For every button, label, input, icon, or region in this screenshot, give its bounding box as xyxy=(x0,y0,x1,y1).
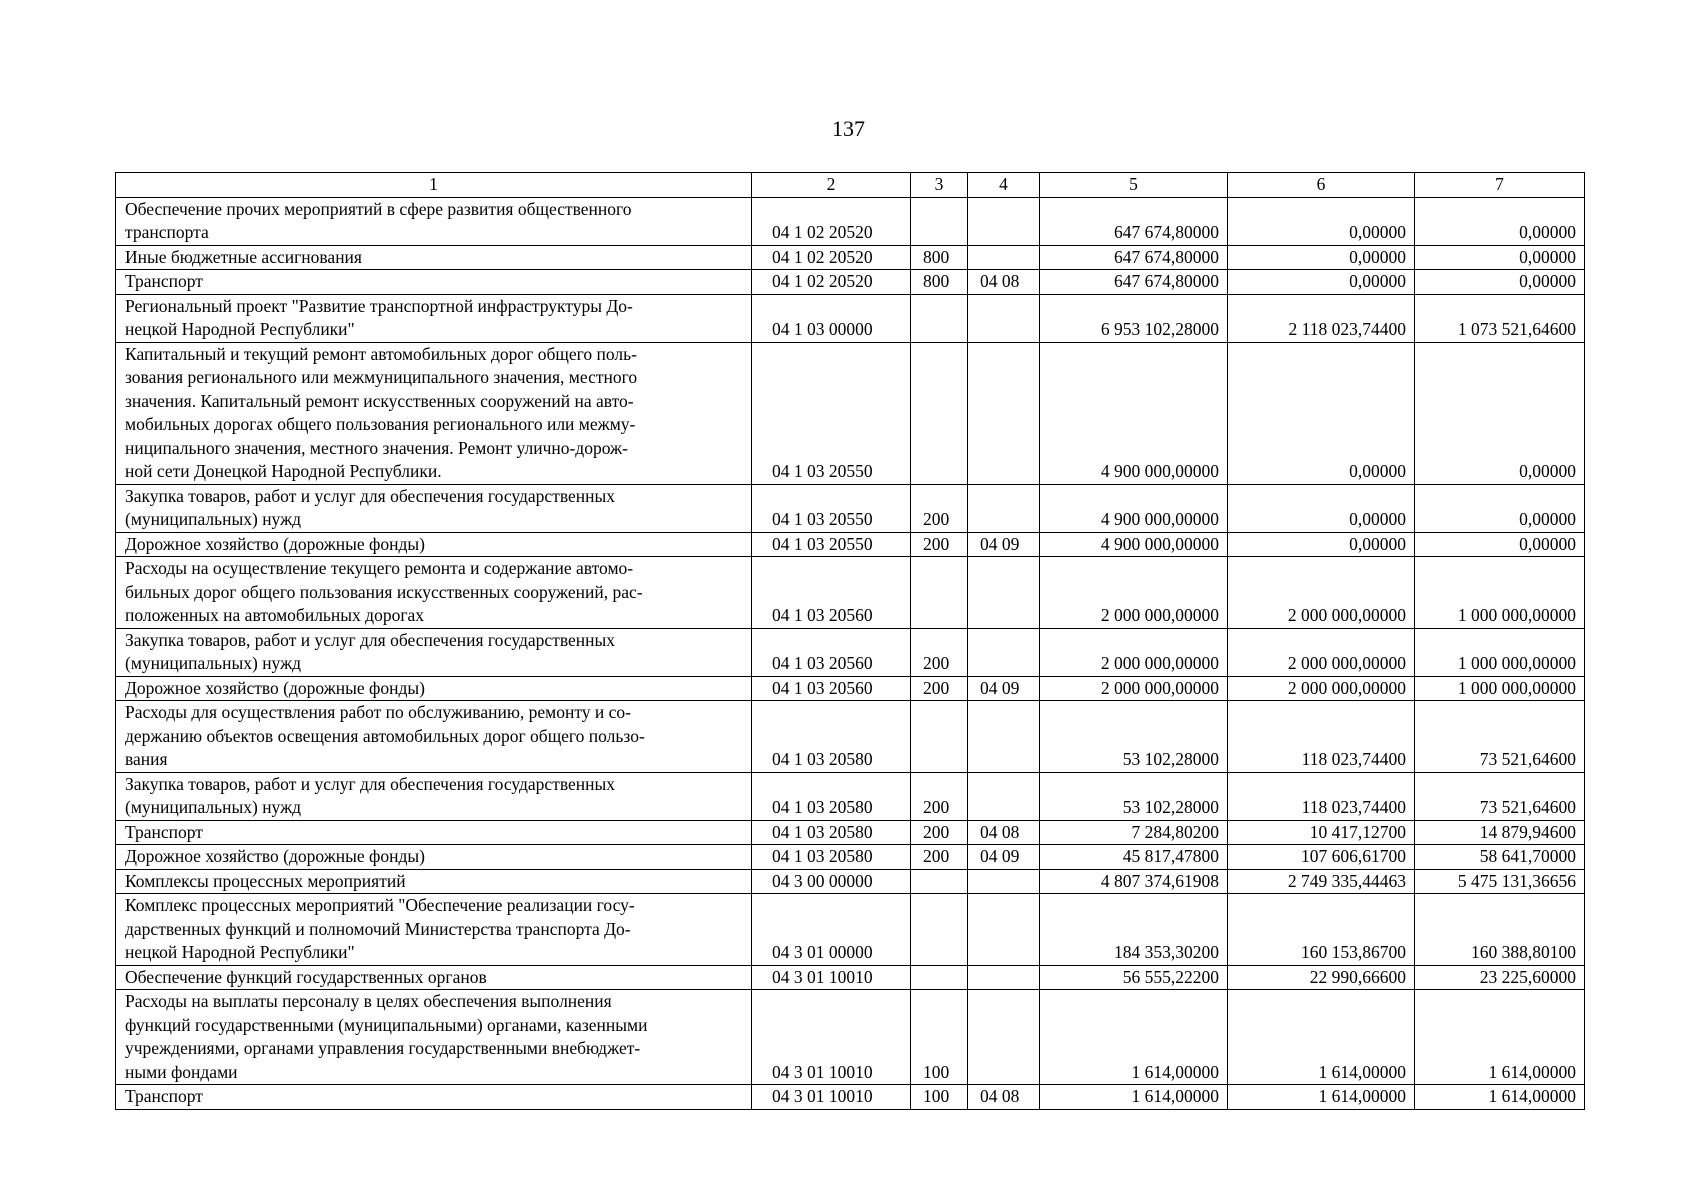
table-row xyxy=(116,869,1585,894)
row-vr-cell xyxy=(911,294,968,342)
row-vr-cell xyxy=(911,701,968,773)
row-name-line: ной сети Донецкой Народной Республики. xyxy=(125,461,442,481)
row-value-6-cell: 2 000 000,00000 xyxy=(1228,557,1415,629)
table-row xyxy=(116,197,1585,245)
row-name-line: Расходы для осуществления работ по обслуживанию, ремонту и со- xyxy=(125,702,631,722)
row-name-cell xyxy=(116,532,752,557)
row-rz-cell: 04 08 xyxy=(968,1085,1040,1110)
row-name-cell xyxy=(116,701,752,773)
row-vr-cell: 800 xyxy=(911,245,968,270)
row-name-line: положенных на автомобильных дорогах xyxy=(125,605,425,625)
table-row xyxy=(116,772,1585,820)
table-row xyxy=(116,557,1585,629)
row-name-line: нецкой Народной Республики" xyxy=(125,319,355,339)
row-name-line: Капитальный и текущий ремонт автомобильных дорог общего поль- xyxy=(125,343,637,364)
row-value-5-cell: 4 900 000,00000 xyxy=(1040,532,1228,557)
row-vr-cell: 200 xyxy=(911,845,968,870)
row-value-6-cell: 118 023,74400 xyxy=(1228,772,1415,820)
row-value-6-cell: 107 606,61700 xyxy=(1228,845,1415,870)
row-value-7-cell: 0,00000 xyxy=(1415,484,1585,532)
row-code-cell: 04 1 03 20560 xyxy=(752,676,911,701)
row-rz-cell xyxy=(968,342,1040,484)
row-value-7-cell: 1 073 521,64600 xyxy=(1415,294,1585,342)
row-vr-cell: 200 xyxy=(911,772,968,820)
row-name-line: учреждениями, органами управления государственными внебюджет- xyxy=(125,1038,641,1058)
row-code-cell: 04 1 03 20580 xyxy=(752,820,911,845)
row-name-cell xyxy=(116,245,752,270)
row-value-6-cell: 0,00000 xyxy=(1228,484,1415,532)
row-value-6-cell: 2 749 335,44463 xyxy=(1228,869,1415,894)
header-col-5: 5 xyxy=(1040,173,1228,198)
row-value-6-cell: 2 000 000,00000 xyxy=(1228,628,1415,676)
row-code-cell: 04 1 02 20520 xyxy=(752,270,911,295)
table-row xyxy=(116,701,1585,773)
row-vr-cell: 100 xyxy=(911,1085,968,1110)
row-value-5-cell: 56 555,22200 xyxy=(1040,965,1228,990)
row-name-line: ниципального значения, местного значения. Ремонт улично-дорож- xyxy=(125,437,628,458)
row-value-5-cell: 53 102,28000 xyxy=(1040,772,1228,820)
table-row xyxy=(116,676,1585,701)
row-value-7-cell: 14 879,94600 xyxy=(1415,820,1585,845)
row-name-line: Транспорт xyxy=(125,821,203,842)
row-rz-cell: 04 08 xyxy=(968,820,1040,845)
row-name-line: Дорожное хозяйство (дорожные фонды) xyxy=(125,846,426,866)
row-rz-cell xyxy=(968,869,1040,894)
row-value-5-cell: 1 614,00000 xyxy=(1040,990,1228,1085)
header-col-1: 1 xyxy=(116,173,752,198)
row-value-6-cell: 10 417,12700 xyxy=(1228,820,1415,845)
row-value-6-cell: 0,00000 xyxy=(1228,342,1415,484)
table-row xyxy=(116,270,1585,295)
row-name-cell xyxy=(116,990,752,1085)
row-value-6-cell: 1 614,00000 xyxy=(1228,990,1415,1085)
row-code-cell: 04 1 02 20520 xyxy=(752,197,911,245)
row-name-line: Закупка товаров, работ и услуг для обеспечения государственных xyxy=(125,773,616,794)
row-vr-cell: 200 xyxy=(911,628,968,676)
row-code-cell: 04 1 03 20550 xyxy=(752,484,911,532)
row-name-line: Транспорт xyxy=(125,1086,203,1106)
row-rz-cell xyxy=(968,965,1040,990)
table-header-row xyxy=(116,173,1585,198)
row-name-cell xyxy=(116,197,752,245)
row-name-cell xyxy=(116,1085,752,1110)
row-vr-cell: 200 xyxy=(911,532,968,557)
row-vr-cell: 100 xyxy=(911,990,968,1085)
row-name-line: Комплексы процессных мероприятий xyxy=(125,870,406,891)
row-name-line: Расходы на выплаты персоналу в целях обеспечения выполнения xyxy=(125,991,612,1011)
row-name-cell xyxy=(116,845,752,870)
row-name-cell xyxy=(116,270,752,295)
row-value-7-cell: 1 614,00000 xyxy=(1415,990,1585,1085)
row-name-line: нецкой Народной Республики" xyxy=(125,942,355,962)
row-rz-cell xyxy=(968,197,1040,245)
row-vr-cell xyxy=(911,342,968,484)
row-name-line: ными фондами xyxy=(125,1061,238,1082)
row-vr-cell xyxy=(911,557,968,629)
row-name-line: вания xyxy=(125,749,168,769)
row-name-line: Дорожное хозяйство (дорожные фонды) xyxy=(125,533,426,554)
row-name-line: Комплекс процессных мероприятий "Обеспечение реализации госу- xyxy=(125,895,635,915)
row-name-line: функций государственными (муниципальными) органами, казенными xyxy=(125,1014,648,1035)
row-code-cell: 04 3 01 10010 xyxy=(752,965,911,990)
row-name-line: зования регионального или межмуниципального значения, местного xyxy=(125,367,638,387)
row-name-cell xyxy=(116,820,752,845)
row-value-5-cell: 2 000 000,00000 xyxy=(1040,676,1228,701)
row-rz-cell xyxy=(968,894,1040,966)
row-value-7-cell: 0,00000 xyxy=(1415,197,1585,245)
row-name-cell xyxy=(116,869,752,894)
row-value-6-cell: 1 614,00000 xyxy=(1228,1085,1415,1110)
row-vr-cell: 200 xyxy=(911,484,968,532)
row-value-5-cell: 1 614,00000 xyxy=(1040,1085,1228,1110)
row-name-line: Иные бюджетные ассигнования xyxy=(125,246,362,267)
row-code-cell: 04 1 03 20560 xyxy=(752,557,911,629)
row-code-cell: 04 3 01 10010 xyxy=(752,1085,911,1110)
row-rz-cell xyxy=(968,245,1040,270)
row-value-5-cell: 184 353,30200 xyxy=(1040,894,1228,966)
row-code-cell: 04 1 03 20580 xyxy=(752,845,911,870)
row-value-5-cell: 6 953 102,28000 xyxy=(1040,294,1228,342)
budget-table xyxy=(115,172,1585,1110)
page-number: 137 xyxy=(832,116,865,141)
row-value-5-cell: 647 674,80000 xyxy=(1040,197,1228,245)
row-value-6-cell: 0,00000 xyxy=(1228,532,1415,557)
table-row xyxy=(116,484,1585,532)
row-value-7-cell: 5 475 131,36656 xyxy=(1415,869,1585,894)
row-name-line: держанию объектов освещения автомобильных дорог общего пользо- xyxy=(125,725,645,746)
row-name-line: Транспорт xyxy=(125,271,203,291)
row-value-5-cell: 2 000 000,00000 xyxy=(1040,557,1228,629)
row-code-cell: 04 3 01 10010 xyxy=(752,990,911,1085)
row-vr-cell xyxy=(911,869,968,894)
row-vr-cell: 200 xyxy=(911,820,968,845)
row-name-line: значения. Капитальный ремонт искусственных сооружений на авто- xyxy=(125,390,634,411)
row-name-line: (муниципальных) нужд xyxy=(125,653,302,673)
row-code-cell: 04 1 03 20580 xyxy=(752,701,911,773)
row-value-6-cell: 2 000 000,00000 xyxy=(1228,676,1415,701)
row-value-6-cell: 118 023,74400 xyxy=(1228,701,1415,773)
table-row xyxy=(116,820,1585,845)
row-value-6-cell: 0,00000 xyxy=(1228,197,1415,245)
row-code-cell: 04 3 00 00000 xyxy=(752,869,911,894)
row-name-line: Закупка товаров, работ и услуг для обеспечения государственных xyxy=(125,629,616,650)
header-col-6: 6 xyxy=(1228,173,1415,198)
row-value-7-cell: 1 000 000,00000 xyxy=(1415,676,1585,701)
row-rz-cell: 04 09 xyxy=(968,845,1040,870)
header-col-7: 7 xyxy=(1415,173,1585,198)
row-code-cell: 04 3 01 00000 xyxy=(752,894,911,966)
row-name-line: мобильных дорогах общего пользования регионального или межму- xyxy=(125,414,636,434)
row-value-5-cell: 647 674,80000 xyxy=(1040,245,1228,270)
table-row xyxy=(116,965,1585,990)
header-col-2: 2 xyxy=(752,173,911,198)
row-rz-cell xyxy=(968,557,1040,629)
row-vr-cell: 800 xyxy=(911,270,968,295)
row-value-5-cell: 4 900 000,00000 xyxy=(1040,342,1228,484)
row-code-cell: 04 1 03 00000 xyxy=(752,294,911,342)
row-vr-cell xyxy=(911,965,968,990)
table-row xyxy=(116,245,1585,270)
row-value-7-cell: 0,00000 xyxy=(1415,245,1585,270)
row-value-7-cell: 0,00000 xyxy=(1415,270,1585,295)
row-value-6-cell: 2 118 023,74400 xyxy=(1228,294,1415,342)
row-code-cell: 04 1 03 20550 xyxy=(752,342,911,484)
row-name-cell xyxy=(116,894,752,966)
row-value-7-cell: 73 521,64600 xyxy=(1415,772,1585,820)
row-name-line: Обеспечение функций государственных органов xyxy=(125,966,487,987)
row-rz-cell: 04 08 xyxy=(968,270,1040,295)
row-name-line: Региональный проект "Развитие транспортной инфраструктуры До- xyxy=(125,295,633,316)
row-value-5-cell: 4 807 374,61908 xyxy=(1040,869,1228,894)
row-vr-cell xyxy=(911,197,968,245)
row-vr-cell: 200 xyxy=(911,676,968,701)
row-value-7-cell: 160 388,80100 xyxy=(1415,894,1585,966)
row-name-cell xyxy=(116,772,752,820)
table-row xyxy=(116,894,1585,966)
row-code-cell: 04 1 02 20520 xyxy=(752,245,911,270)
row-name-cell xyxy=(116,557,752,629)
row-value-5-cell: 53 102,28000 xyxy=(1040,701,1228,773)
row-value-5-cell: 2 000 000,00000 xyxy=(1040,628,1228,676)
row-value-7-cell: 0,00000 xyxy=(1415,532,1585,557)
row-name-cell xyxy=(116,342,752,484)
row-rz-cell xyxy=(968,628,1040,676)
row-value-7-cell: 1 000 000,00000 xyxy=(1415,557,1585,629)
row-value-7-cell: 0,00000 xyxy=(1415,342,1585,484)
row-name-line: Расходы на осуществление текущего ремонта и содержание автомо- xyxy=(125,558,634,578)
row-vr-cell xyxy=(911,894,968,966)
table-row xyxy=(116,990,1585,1085)
table-row xyxy=(116,342,1585,484)
table-row xyxy=(116,532,1585,557)
row-name-cell xyxy=(116,628,752,676)
row-name-cell xyxy=(116,294,752,342)
row-value-7-cell: 23 225,60000 xyxy=(1415,965,1585,990)
row-name-line: транспорта xyxy=(125,222,209,242)
row-code-cell: 04 1 03 20580 xyxy=(752,772,911,820)
row-name-cell xyxy=(116,676,752,701)
row-rz-cell xyxy=(968,701,1040,773)
row-name-line: (муниципальных) нужд xyxy=(125,509,302,529)
row-rz-cell: 04 09 xyxy=(968,532,1040,557)
row-value-6-cell: 0,00000 xyxy=(1228,245,1415,270)
table-row xyxy=(116,1085,1585,1110)
row-name-line: Обеспечение прочих мероприятий в сфере развития общественного xyxy=(125,198,632,219)
row-value-6-cell: 0,00000 xyxy=(1228,270,1415,295)
row-rz-cell xyxy=(968,484,1040,532)
row-rz-cell xyxy=(968,294,1040,342)
row-name-line: Закупка товаров, работ и услуг для обеспечения государственных xyxy=(125,485,616,506)
row-rz-cell xyxy=(968,772,1040,820)
row-rz-cell: 04 09 xyxy=(968,676,1040,701)
row-value-5-cell: 647 674,80000 xyxy=(1040,270,1228,295)
row-value-6-cell: 22 990,66600 xyxy=(1228,965,1415,990)
row-value-7-cell: 73 521,64600 xyxy=(1415,701,1585,773)
table-row xyxy=(116,294,1585,342)
row-code-cell: 04 1 03 20560 xyxy=(752,628,911,676)
row-value-7-cell: 58 641,70000 xyxy=(1415,845,1585,870)
header-col-4: 4 xyxy=(968,173,1040,198)
row-name-line: бильных дорог общего пользования искусственных сооружений, рас- xyxy=(125,581,643,602)
row-rz-cell xyxy=(968,990,1040,1085)
row-name-line: Дорожное хозяйство (дорожные фонды) xyxy=(125,677,426,698)
row-value-5-cell: 7 284,80200 xyxy=(1040,820,1228,845)
row-name-line: дарственных функций и полномочий Министерства транспорта До- xyxy=(125,918,631,939)
row-value-5-cell: 45 817,47800 xyxy=(1040,845,1228,870)
row-value-7-cell: 1 614,00000 xyxy=(1415,1085,1585,1110)
header-col-3: 3 xyxy=(911,173,968,198)
row-code-cell: 04 1 03 20550 xyxy=(752,532,911,557)
row-name-cell xyxy=(116,484,752,532)
table-row xyxy=(116,628,1585,676)
table-row xyxy=(116,845,1585,870)
row-value-7-cell: 1 000 000,00000 xyxy=(1415,628,1585,676)
row-name-cell xyxy=(116,965,752,990)
row-value-5-cell: 4 900 000,00000 xyxy=(1040,484,1228,532)
row-value-6-cell: 160 153,86700 xyxy=(1228,894,1415,966)
row-name-line: (муниципальных) нужд xyxy=(125,797,302,817)
